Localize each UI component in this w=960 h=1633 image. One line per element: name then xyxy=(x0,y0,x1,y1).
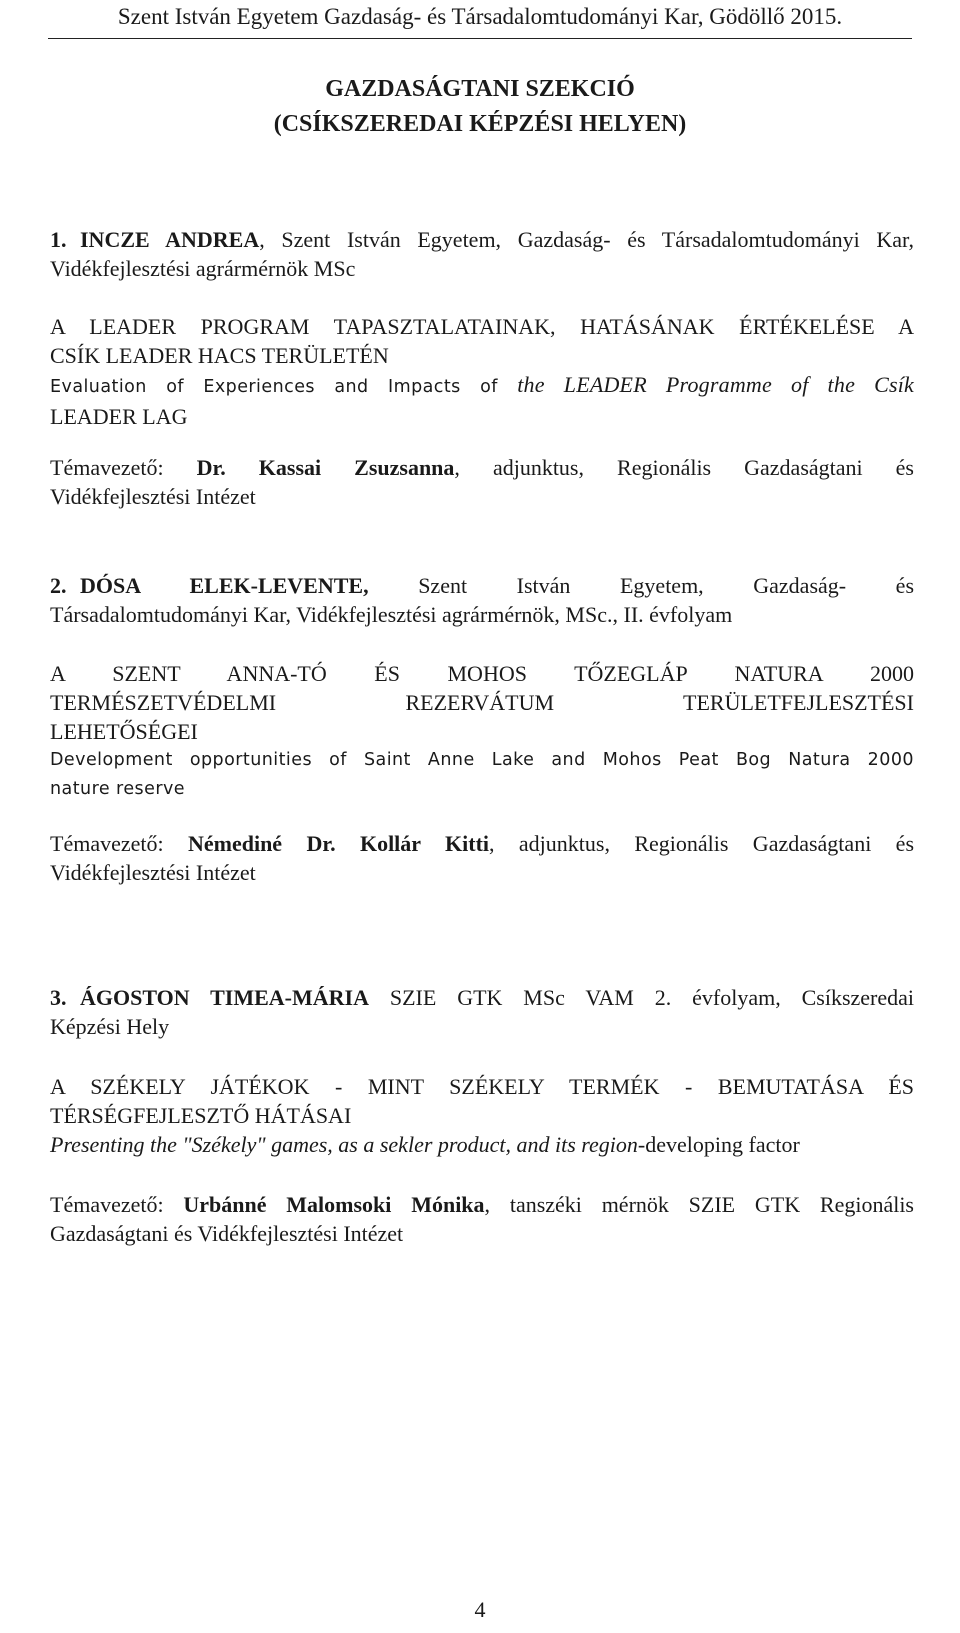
entry-3-affiliation: SZIE GTK MSc VAM 2. évfolyam, Csíkszeredai xyxy=(369,985,914,1010)
entry-2-affiliation: Szent István Egyetem, Gazdaság- és xyxy=(368,573,915,598)
entry-2-supervisor-role: , adjunktus, Regionális Gazdaságtani és xyxy=(489,831,914,856)
entry-1-number: 1. xyxy=(50,227,67,252)
entry-3-author-line1 xyxy=(50,983,914,1012)
entry-1-title-en-line2: LEADER LAG xyxy=(50,404,188,429)
entry-2-title-en-line2: nature reserve xyxy=(50,779,185,799)
entry-2-affiliation-line2: Társadalomtudományi Kar, Vidékfejlesztési agrármérnök, MSc., II. évfolyam xyxy=(50,602,733,627)
entry-1-title-hu-line1: A LEADER PROGRAM TAPASZTALATAINAK, HATÁSÁNAK ÉRTÉKELÉSE A xyxy=(50,314,914,339)
entry-2-supervisor xyxy=(50,829,914,887)
entry-2-number: 2. xyxy=(50,573,67,598)
section-title xyxy=(0,72,960,142)
entry-3-title-en-b: -developing factor xyxy=(637,1132,800,1157)
entry-1-title xyxy=(50,312,914,431)
entry-1-title-en-b: the LEADER Programme of the Csík xyxy=(517,372,914,397)
section-title-line2: (CSÍKSZEREDAI KÉPZÉSI HELYEN) xyxy=(273,111,687,137)
entry-1-affiliation-line2: Vidékfejlesztési agrármérnök MSc xyxy=(50,256,356,281)
section-title-line1: GAZDASÁGTANI SZEKCIÓ xyxy=(325,76,635,102)
header-divider xyxy=(48,38,912,39)
entry-1-title-hu-line2: CSÍK LEADER HACS TERÜLETÉN xyxy=(50,343,389,368)
entry-2-title-en-line1: Development opportunities of Saint Anne Lake and Mohos Peat Bog Natura 2000 xyxy=(50,750,914,770)
entry-1-author-name: INCZE ANDREA xyxy=(80,227,260,252)
entry-2-title xyxy=(50,659,914,804)
entry-2-author-name: DÓSA ELEK-LEVENTE, xyxy=(80,573,369,598)
entry-1-author xyxy=(50,225,914,283)
entry-3-author-name: ÁGOSTON TIMEA-MÁRIA xyxy=(80,985,369,1010)
entry-3-supervisor-line1 xyxy=(50,1190,914,1219)
entry-1-title-en-a: Evaluation of Experiences and Impacts of xyxy=(50,377,518,397)
entry-1-title-en-line1 xyxy=(50,370,914,402)
entry-2-title-hu-line3: LEHETŐSÉGEI xyxy=(50,719,198,744)
entry-3-title-en-line1 xyxy=(50,1130,914,1159)
page-number: 4 xyxy=(474,1597,486,1622)
entry-1-supervisor-role: , adjunktus, Regionális Gazdaságtani és xyxy=(454,455,914,480)
running-header: Szent István Egyetem Gazdaság- és Társadalomtudományi Kar, Gödöllő 2015. xyxy=(117,4,843,29)
entry-3-title xyxy=(50,1072,914,1159)
entry-3-number: 3. xyxy=(50,985,67,1010)
entry-3-supervisor xyxy=(50,1190,914,1248)
entry-3-author xyxy=(50,983,914,1041)
entry-2-author-line1 xyxy=(50,571,914,600)
entry-3-title-hu-line2: TÉRSÉGFEJLESZTŐ HÁTÁSAI xyxy=(50,1103,352,1128)
entry-3-affiliation-line2: Képzési Hely xyxy=(50,1014,170,1039)
entry-1-author-line1 xyxy=(50,225,914,254)
entry-1-supervisor xyxy=(50,453,914,511)
entry-1-supervisor-line1 xyxy=(50,453,914,482)
entry-1-supervisor-line2: Vidékfejlesztési Intézet xyxy=(50,484,256,509)
entry-1-supervisor-label: Témavezető: xyxy=(50,455,197,480)
entry-3-title-en-a: Presenting the "Székely" games, as a sekler product, and its region xyxy=(50,1132,638,1157)
entry-2-title-hu-line2: TERMÉSZETVÉDELMI REZERVÁTUM TERÜLETFEJLESZTÉSI xyxy=(50,690,914,715)
entry-3-supervisor-label: Témavezető: xyxy=(50,1192,184,1217)
entry-3-supervisor-role: , tanszéki mérnök SZIE GTK Regionális xyxy=(484,1192,914,1217)
entry-3-supervisor-name: Urbánné Malomsoki Mónika xyxy=(183,1192,485,1217)
entry-1-affiliation: , Szent István Egyetem, Gazdaság- és Társadalomtudományi Kar, xyxy=(259,227,914,252)
entry-2-supervisor-label: Témavezető: xyxy=(50,831,188,856)
entry-2-supervisor-name: Némediné Dr. Kollár Kitti xyxy=(187,831,490,856)
entry-2-author xyxy=(50,571,914,629)
entry-3-title-hu-line1: A SZÉKELY JÁTÉKOK - MINT SZÉKELY TERMÉK - BEMUTATÁSA ÉS xyxy=(50,1074,914,1099)
entry-2-title-hu-line1: A SZENT ANNA-TÓ ÉS MOHOS TŐZEGLÁP NATURA 2000 xyxy=(50,661,914,686)
entry-2-supervisor-line2: Vidékfejlesztési Intézet xyxy=(50,860,256,885)
entry-3-supervisor-line2: Gazdaságtani és Vidékfejlesztési Intézet xyxy=(50,1221,404,1246)
entry-1-supervisor-name: Dr. Kassai Zsuzsanna xyxy=(196,455,455,480)
entry-2-supervisor-line1 xyxy=(50,829,914,858)
